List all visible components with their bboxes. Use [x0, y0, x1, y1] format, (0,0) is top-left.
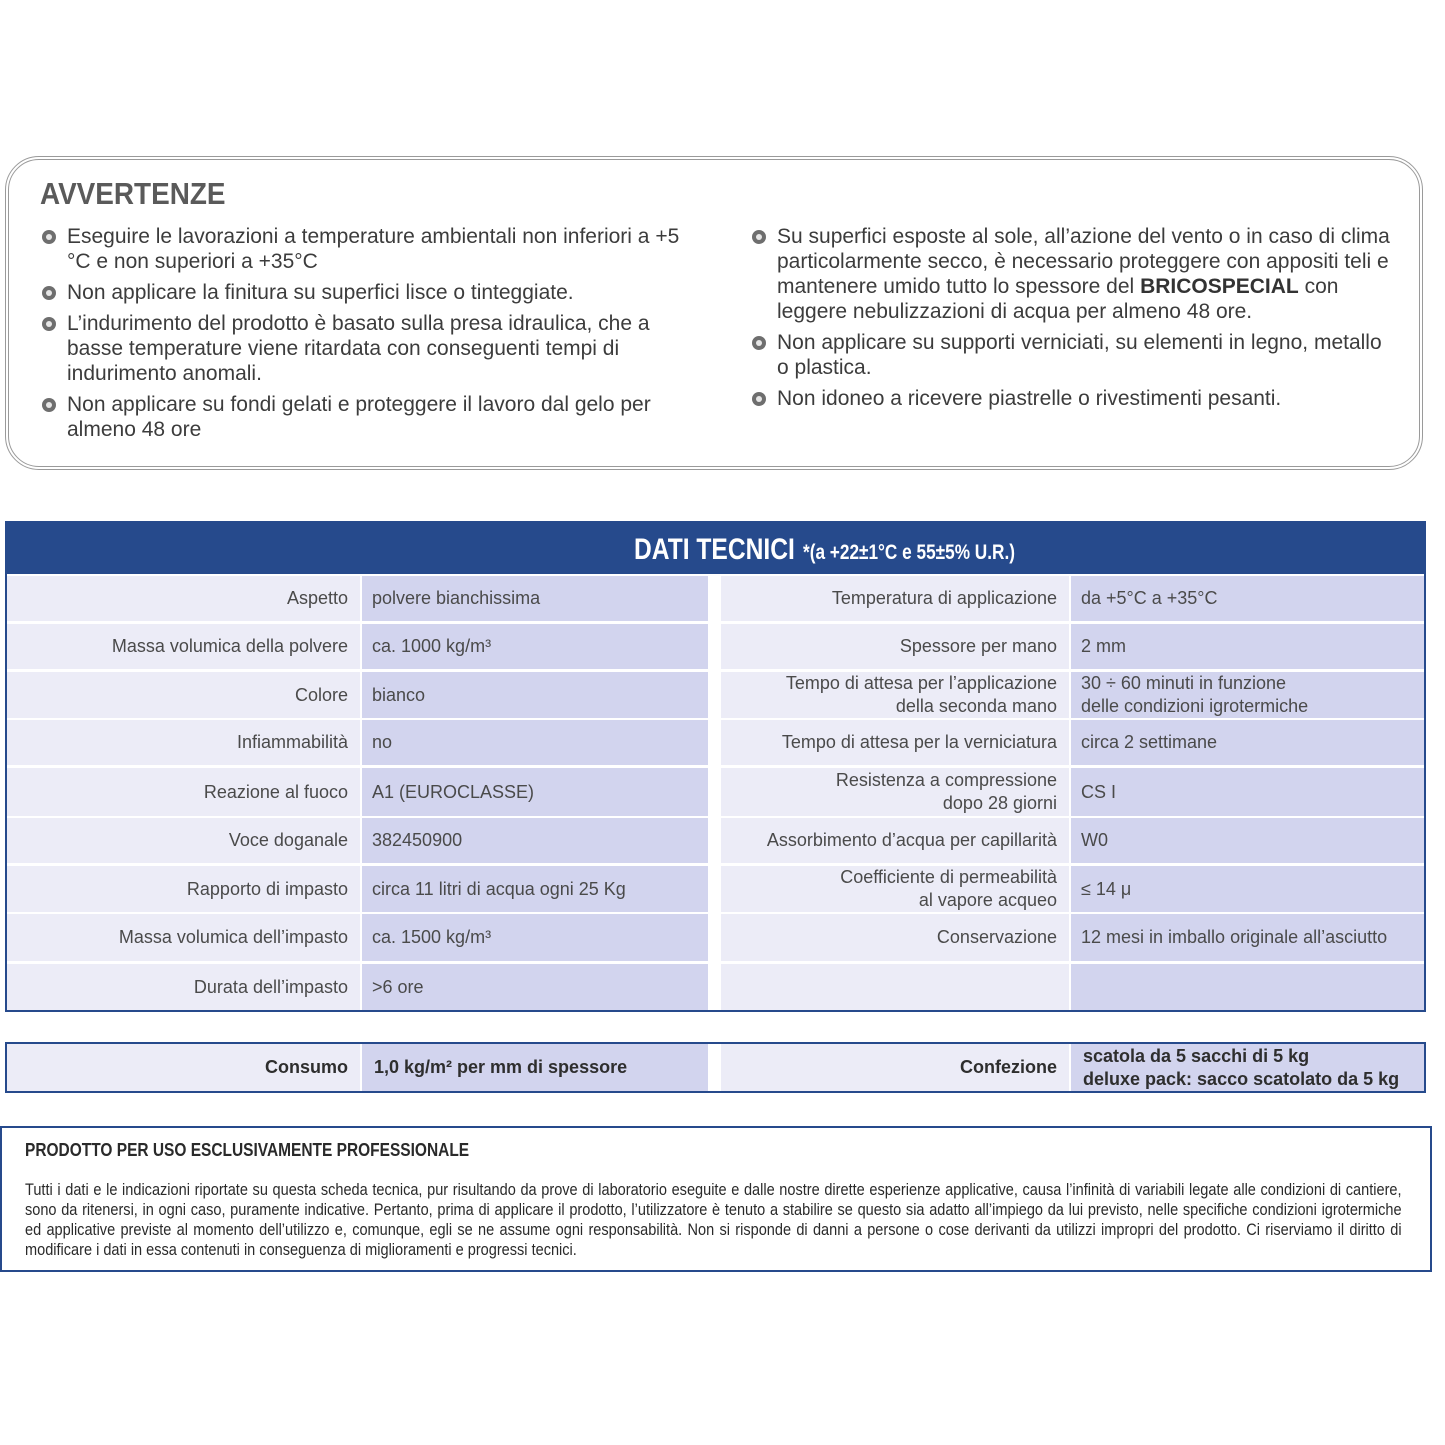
tech-right-value: 12 mesi in imballo originale all’asciutto [1081, 927, 1388, 947]
tech-left-value-cell [362, 818, 708, 863]
tech-left-label: Rapporto di impasto [186, 878, 348, 899]
warning-text: Non applicare su supporti verniciati, su elementi in legno, metallo o plastica. [777, 331, 1382, 379]
warning-item [42, 392, 692, 442]
tech-left-label: Reazione al fuoco [203, 781, 348, 802]
tech-left-label-cell [7, 866, 360, 912]
consumo-label: Consumo [265, 1057, 348, 1077]
tech-right-label: Spessore per mano [899, 636, 1057, 656]
tech-right-value-cell [1071, 866, 1424, 912]
tech-left-label: Durata dell’impasto [193, 976, 348, 997]
tech-left-label-cell [7, 576, 360, 621]
tech-left-value-cell [362, 768, 708, 816]
warning-text: Non applicare su fondi gelati e proteggere il lavoro dal gelo per almeno 48 ore [67, 393, 651, 441]
tech-left-value: polvere bianchissima [372, 588, 541, 608]
tech-right-label-group [937, 926, 1057, 949]
tech-right-value-group [1081, 635, 1126, 658]
tech-right-label-group [782, 731, 1057, 754]
consumo-value: 1,0 kg/m² per mm di spessore [374, 1057, 628, 1077]
tech-left-label: Massa volumica dell’impasto [118, 927, 348, 947]
tech-right-value-cell [1071, 672, 1424, 718]
tech-right-label-group [767, 829, 1057, 852]
bullet-icon [752, 392, 766, 406]
tech-left-label-cell [7, 964, 360, 1010]
tech-title-main: DATI TECNICI [634, 533, 795, 566]
tech-right-label-cell [721, 624, 1069, 669]
tech-right-label: Resistenza a compressione [835, 770, 1057, 790]
tech-right-label-cell [721, 672, 1069, 718]
warning-item [752, 386, 1392, 411]
tech-right-label-cell [721, 768, 1069, 816]
warning-text: Eseguire le lavorazioni a temperature ambientali non inferiori a +5 °C e non superiori a +35°C [67, 225, 680, 273]
tech-right-label-group [840, 866, 1057, 912]
tech-left-label: Aspetto [286, 588, 348, 608]
warning-text: Non idoneo a ricevere piastrelle o rivestimenti pesanti. [777, 387, 1282, 410]
tech-left-value: bianco [372, 684, 426, 705]
warning-item [752, 224, 1392, 324]
product-name: BRICOSPECIAL [1140, 275, 1299, 298]
tech-left-label: Infiammabilità [236, 732, 348, 752]
tech-right-label-group [786, 672, 1057, 718]
tech-left-value-cell [362, 720, 708, 765]
tech-right-value-cell [1071, 624, 1424, 669]
tech-left-value: no [372, 732, 393, 752]
tech-left-label-cell [7, 818, 360, 863]
tech-right-value: W0 [1081, 830, 1108, 850]
tech-right-label: Conservazione [936, 927, 1057, 947]
tech-left-value-cell [362, 964, 708, 1010]
tech-right-value-cell [1071, 768, 1424, 816]
tech-right-label-group [832, 587, 1057, 610]
tech-right-label-cell [721, 818, 1069, 863]
bullet-icon [42, 317, 56, 331]
tech-left-value: ca. 1000 kg/m³ [372, 636, 492, 656]
tech-left-value-cell [362, 624, 708, 669]
bullet-icon [42, 286, 56, 300]
tech-right-label-group [836, 769, 1057, 815]
tech-right-value-cell [1071, 914, 1424, 961]
warning-text: con leggere nebulizzazioni di acqua per almeno 48 ore. [777, 275, 1339, 323]
warning-text: L’indurimento del prodotto è basato sulla presa idraulica, che a basse temperature viene ritardata con conseguenti tempi di indurimento anomali. [67, 312, 650, 385]
tech-right-value-group [1081, 829, 1108, 852]
tech-left-value: A1 (EUROCLASSE) [372, 781, 535, 802]
tech-left-value-cell [362, 866, 708, 912]
warning-text: Non applicare la finitura su superfici lisce o tinteggiate. [67, 281, 574, 304]
confezione-value-1: scatola da 5 sacchi di 5 kg [1083, 1045, 1310, 1066]
tech-left-value-cell [362, 672, 708, 718]
tech-left-label: Massa volumica della polvere [111, 636, 348, 656]
warning-text: Su superfici esposte al sole, all’azione del vento o in caso di clima particolarmente secco, è necessario proteggere con appositi teli e mantenere umido tutto lo spessore del [777, 225, 1390, 298]
tech-right-label-line2: al vapore acqueo [918, 890, 1057, 910]
tech-left-label: Colore [294, 684, 348, 705]
tech-left-label-cell [7, 914, 360, 961]
tech-right-label-cell [721, 914, 1069, 961]
tech-right-label-cell [721, 576, 1069, 621]
tech-right-value: ≤ 14 μ [1081, 878, 1132, 899]
tech-right-label: Temperatura di applicazione [831, 588, 1057, 608]
tech-right-value-group [1081, 926, 1387, 949]
warning-item [42, 280, 692, 305]
tech-left-value: ca. 1500 kg/m³ [372, 927, 492, 947]
tech-left-value-cell [362, 914, 708, 961]
tech-right-value: CS I [1081, 781, 1117, 802]
tech-right-label-line2: della seconda mano [895, 696, 1057, 716]
tech-right-value-cell [1071, 818, 1424, 863]
consumo-label-cell [7, 1044, 360, 1091]
disclaimer-title: PRODOTTO PER USO ESCLUSIVAMENTE PROFESSIONALE [25, 1140, 470, 1160]
tech-left-label-cell [7, 672, 360, 718]
warning-item [42, 224, 692, 274]
tech-left-value: >6 ore [372, 976, 424, 997]
bullet-icon [752, 230, 766, 244]
warning-item [42, 311, 692, 386]
disclaimer-text: Tutti i dati e le indicazioni riportate su questa scheda tecnica, pur risultando da prove di laboratorio eseguite e dalle nostre dirette esperienze applicative, causa l’infinità di variabili legate alle condizioni di cantiere, sono da ritenersi, in ogni caso, puramente indicative. Pertanto, prima di applicare il prodotto, l’utilizzatore è tenuto a stabilire se questo sia adatto all’impiego da lui previsto, nelle specifiche condizioni igrotermiche ed applicative previste al momento dell’utilizzo e, comunque, egli se ne assume ogni responsabilità. Non si risponde di danni a persone o cose derivanti da utilizzi impropri del prodotto. Ci riserviamo il diritto di modificare i dati in essa contenuti in conseguenza di miglioramenti e progressi tecnici. [25, 1180, 1402, 1259]
tech-left-label-cell [7, 768, 360, 816]
tech-right-label: Assorbimento d’acqua per capillarità [766, 830, 1057, 850]
tech-right-value: circa 2 settimane [1081, 732, 1218, 752]
confezione-value-2: deluxe pack: sacco scatolato da 5 kg [1083, 1068, 1400, 1089]
tech-right-value: 30 ÷ 60 minuti in funzione [1081, 673, 1287, 693]
tech-right-value-line2: delle condizioni igrotermiche [1081, 696, 1309, 716]
tech-left-value: circa 11 litri di acqua ogni 25 Kg [372, 878, 626, 899]
tech-right-value-group [1081, 781, 1116, 804]
confezione-label-cell [721, 1044, 1069, 1091]
tech-left-value: 382450900 [372, 830, 463, 850]
tech-right-label-group [900, 635, 1057, 658]
tech-right-value-cell [1071, 576, 1424, 621]
consumo-value-cell [362, 1044, 708, 1091]
tech-right-label-cell [721, 964, 1069, 1010]
tech-right-value-cell [1071, 720, 1424, 765]
warning-item [752, 330, 1392, 380]
tech-right-value-group [1081, 878, 1131, 901]
tech-left-label: Voce doganale [228, 830, 348, 850]
tech-right-label: Coefficiente di permeabilità [840, 867, 1057, 887]
tech-right-value-group [1081, 731, 1217, 754]
warnings-left-column [42, 224, 692, 448]
tech-right-value-cell [1071, 964, 1424, 1010]
tech-right-label: Tempo di attesa per la verniciatura [781, 732, 1057, 752]
tech-right-value-group [1081, 672, 1308, 718]
confezione-value-cell [1071, 1044, 1424, 1091]
bullet-icon [42, 398, 56, 412]
warnings-title: AVVERTENZE [40, 176, 226, 211]
bullet-icon [42, 230, 56, 244]
warnings-right-column [752, 224, 1392, 417]
tech-title-conditions: *(a +22±1°C e 55±5% U.R.) [803, 541, 1015, 564]
tech-right-label-line2: dopo 28 giorni [942, 793, 1057, 813]
tech-right-value-group [1081, 587, 1218, 610]
tech-left-label-cell [7, 624, 360, 669]
tech-right-label-cell [721, 720, 1069, 765]
tech-right-label: Tempo di attesa per l’applicazione [785, 673, 1057, 693]
tech-right-value: da +5°C a +35°C [1081, 588, 1218, 608]
tech-right-value: 2 mm [1081, 636, 1126, 656]
confezione-label: Confezione [960, 1057, 1057, 1077]
bullet-icon [752, 336, 766, 350]
tech-left-value-cell [362, 576, 708, 621]
tech-right-label-cell [721, 866, 1069, 912]
tech-title [634, 533, 1015, 567]
tech-left-label-cell [7, 720, 360, 765]
